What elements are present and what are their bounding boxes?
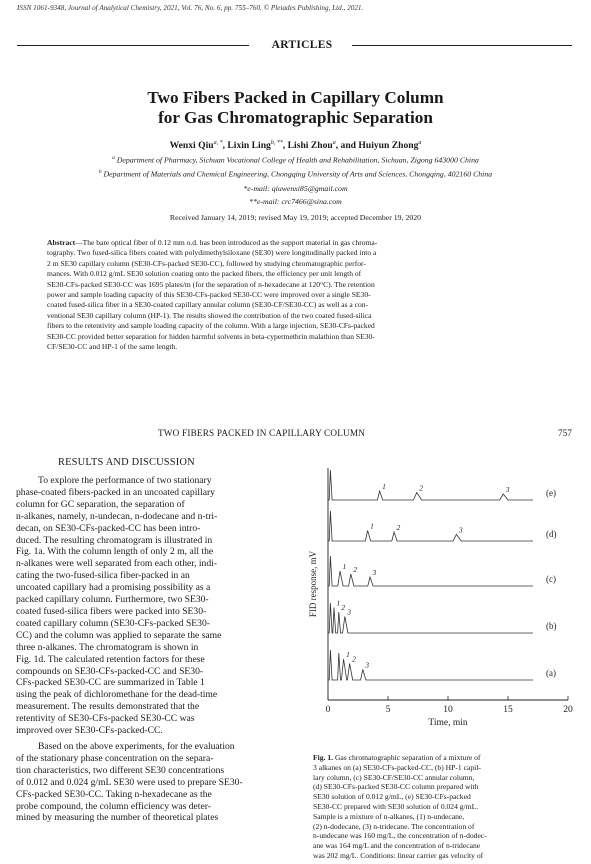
- body-line: column for GC separation, the separation of: [16, 498, 185, 510]
- peak-label: 1: [382, 482, 386, 491]
- body-line: retentivity of SE30-CFs-packed SE30-CC was: [16, 713, 195, 725]
- affiliation-a: [10, 155, 581, 165]
- y-axis-label: FID response, mV: [308, 550, 318, 618]
- paragraph-1: [16, 475, 294, 737]
- peak-label: 2: [353, 565, 358, 574]
- peak-label: 3: [372, 568, 377, 577]
- author-name: Lixin Ling: [227, 140, 271, 152]
- chromatogram-trace: [328, 650, 533, 680]
- peak-label: 1: [370, 521, 374, 531]
- body-line: tion characteristics, two different SE30 concentrations: [16, 764, 225, 776]
- x-axis-label: Time, min: [428, 718, 468, 728]
- affiliation-mark: a: [112, 155, 115, 161]
- caption-line: ane was 164 mg/L and the concentration of n-tridecane: [313, 841, 481, 851]
- peak-label: 1: [346, 650, 350, 659]
- abstract-line: Abstract—The bare optical fiber of 0.12 mm o.d. has been introduced as the support material in gas chroma-: [47, 238, 378, 247]
- article-title: [60, 88, 531, 128]
- chart-root: [308, 468, 573, 728]
- email-2: **e-mail: crc7466@sina.com: [249, 197, 342, 206]
- abstract-line: 2 m SE30 capillary column (SE30-CFs-packed SE30-CC), followed by studying chromatographic perfor-: [47, 258, 366, 268]
- body-line: decan, on SE30-CFs-packed-CC has been intro-: [16, 522, 201, 534]
- caption-line: was 202 mg/L. Conditions: linear carrier gas velocity of: [313, 850, 484, 860]
- caption-line: lary column, (c) SE30-CF/SE30-CC annular column,: [313, 772, 475, 782]
- series-label: (a): [546, 668, 556, 678]
- received-dates: Received January 14, 2019; revised May 19, 2019; accepted December 19, 2020: [169, 213, 422, 222]
- body-line: measurement. The results demonstrated that the: [16, 701, 200, 713]
- affiliation-text: Department of Materials and Chemical Engineering, Chongqing University of Arts and Sciences, Chongqing, 402160 China: [103, 169, 493, 179]
- peak-label: 1: [336, 598, 341, 608]
- paragraph-1-lines: [16, 475, 294, 737]
- author-mark: b, **: [270, 140, 283, 146]
- body-line: CFs-packed SE30-CC. Taking n-hexadecane as the: [16, 788, 212, 800]
- figure-caption: [313, 753, 575, 861]
- chromatogram-trace: [328, 603, 533, 633]
- caption-line: (d) SE30-CFs-packed SE30-CC column prepared with: [313, 782, 479, 792]
- body-line: of 0.012 and 0.024 g/mL SE30 were used to prepare SE30-: [16, 776, 243, 788]
- peak-label: 2: [341, 603, 346, 612]
- author-mark: a: [418, 140, 422, 146]
- abstract-line: SE30-CFs-packed SE30-CC was 1695 plates/m (for the separation of n-hexadecane at 120°C). The retention: [47, 279, 375, 289]
- body-line: To explore the performance of two stationary: [38, 475, 212, 486]
- running-head: TWO FIBERS PACKED IN CAPILLARY COLUMN: [158, 428, 366, 438]
- peak-label: 1: [342, 562, 347, 571]
- chromatogram-trace: [328, 511, 533, 541]
- body-line: CC) and the column was applied to separate the same: [16, 629, 222, 641]
- section-rule-right: [352, 45, 572, 46]
- abstract-line: fibers to the retentivity and sample loading capacity of the column. With a large injection, SE30-CFs-packed: [47, 321, 375, 331]
- caption-line: Sample is a mixture of n-alkanes, (1) n-undecane,: [313, 811, 465, 821]
- section-heading: RESULTS AND DISCUSSION: [58, 457, 195, 468]
- x-tick-label: 5: [385, 705, 391, 715]
- x-tick-label: 15: [503, 705, 513, 715]
- series-label: (c): [546, 574, 556, 584]
- body-line: n-alkanes, namely, n-undecan, n-dodecane and n-tri-: [16, 510, 218, 522]
- affiliation-b: [10, 169, 581, 179]
- body-line: three n-alkanes. The chromatogram is shown in: [16, 641, 199, 653]
- chromatogram-figure: [300, 458, 585, 750]
- body-line: mined by measuring the number of theoretical plates: [16, 812, 219, 824]
- peak-label: 3: [458, 525, 463, 535]
- body-line: coated capillary column (SE30-CFs-packed SE30-: [16, 617, 210, 629]
- caption-line: (2) n-dodecane, (3) n-tridecane. The concentration of: [313, 821, 475, 831]
- caption-line: SE30 solution of 0.012 g/mL, (e) SE30-CFs-packed: [313, 792, 471, 802]
- abstract-line: SE30-CC provided better separation for hidden harmful solvents in beta-cypermethrin malathion than SE30-: [47, 331, 375, 341]
- caption-line: SE30-CC prepared with SE30 solution of 0.024 g/mL.: [313, 801, 479, 811]
- body-line: Based on the above experiments, for the evaluation: [38, 741, 235, 752]
- author-list: Wenxi Qiu$^{a, *}$, Lixin Ling$^{b, **}$, Lishi Zhou$^a$, and Huiyun Zhong$^a$: [169, 140, 422, 152]
- peak-label: 3: [505, 485, 510, 494]
- paragraph-2: [16, 741, 294, 824]
- abstract-line: ventional SE30 capillary column (HP-1). The results showed the contribution of the two coated fused-silica: [47, 310, 372, 320]
- x-tick-label: 0: [325, 705, 331, 715]
- series-label: (d): [546, 529, 557, 539]
- body-line: compounds on SE30-CFs-packed-CC and SE30-: [16, 665, 204, 677]
- section-rule-left: [17, 45, 249, 46]
- body-line: CFs-packed SE30-CC are summarized in Table 1: [16, 677, 205, 689]
- body-line: improved over SE30-CFs-packed-CC.: [16, 725, 163, 737]
- peak-label: 3: [347, 607, 352, 617]
- body-line: coated fused-silica fibers were packed into SE30-: [16, 605, 207, 617]
- body-line: phase-coated fibers-packed in an uncoated capillary: [16, 486, 215, 498]
- abstract-line: coated fused-silica fiber in a SE30-coated capillary annular column (SE30-CF/SE30-CC) as well as a con-: [47, 300, 369, 310]
- body-line: probe compound, the column efficiency was deter-: [16, 800, 211, 812]
- abstract-line: tography. Two fused-silica fibers coated with polydimethylsiloxane (SE30) were longitudinally packed into a: [47, 248, 377, 258]
- peak-label: 2: [352, 654, 356, 664]
- body-line: uncoated capillary had a promising possibility as a: [16, 582, 211, 594]
- abstract: [47, 238, 557, 352]
- email-1: *e-mail: qiuwenxi85@gmail.com: [243, 184, 348, 193]
- peak-label: 2: [419, 483, 424, 493]
- abstract-line: power and sample loading capacity of this SE30-CFs-packed SE30-CC were improved over a single SE30-: [47, 290, 371, 300]
- caption-label: Fig. 1.: [313, 753, 334, 762]
- title-line-1: Two Fibers Packed in Capillary Column: [147, 88, 444, 107]
- section-label: ARTICLES: [271, 39, 333, 51]
- x-tick-label: 10: [443, 705, 453, 715]
- author-name: Huiyun Zhong: [358, 140, 419, 152]
- series-label: (e): [546, 488, 556, 498]
- author-mark: a, *: [213, 140, 223, 146]
- x-tick-label: 20: [563, 705, 573, 715]
- author-mark: a: [332, 140, 336, 146]
- body-line: of the stationary phase concentration on the separa-: [16, 752, 214, 764]
- caption-line: Fig. 1. Gas chromatographic separation of a mixture of: [313, 753, 481, 762]
- peak-label: 2: [396, 523, 401, 532]
- abstract-line: CF/SE30-CC and HP-1 of the same length.: [47, 342, 178, 352]
- body-line: using the peak of dichloromethane for the dead-time: [16, 689, 218, 701]
- body-line: Fig. 1a. With the column length of only 2 m, all the: [16, 546, 214, 558]
- author-name: Wenxi Qiu: [169, 140, 214, 152]
- peak-label: 3: [365, 660, 370, 670]
- abstract-line: mances. With 0.012 g/mL SE30 solution coating onto the packed fibers, the efficiency per unit length of: [47, 269, 362, 279]
- body-line: duced. The resulting chromatogram is illustrated in: [16, 534, 213, 546]
- paragraph-2-lines: [16, 741, 294, 824]
- body-line: cating the two-fused-silica fiber-packed in an: [16, 570, 190, 582]
- page-number: 757: [558, 428, 572, 438]
- caption-line: n-undecane was 160 mg/L, the concentration of n-dodec-: [313, 831, 487, 841]
- chromatogram-trace: [328, 556, 533, 586]
- abstract-label: Abstract: [47, 238, 76, 247]
- body-line: packed capillary column. Furthermore, two SE30-: [16, 594, 209, 606]
- series-label: (b): [546, 621, 557, 631]
- affiliation-mark: b: [98, 169, 102, 175]
- author-name: Lishi Zhou: [287, 140, 333, 152]
- chromatogram-trace: [328, 470, 533, 500]
- body-line: Fig. 1d. The calculated retention factors for these: [16, 653, 205, 665]
- caption-line: 3 alkanes on (a) SE30-CFs-packed-CC, (b) HP-1 capil-: [313, 762, 481, 772]
- title-line-2: for Gas Chromatographic Separation: [158, 108, 433, 127]
- affiliation-text: Department of Pharmacy, Sichuan Vocational College of Health and Rehabilitation, Sichuan, Zigong 643000 China: [116, 155, 479, 165]
- body-line: n-alkanes were well separated from each other, indi-: [16, 558, 217, 570]
- journal-header: ISSN 1061-9348, Journal of Analytical Chemistry, 2021, Vol. 76, No. 6, pp. 755–760. © Pleiades Publishing, Ltd., 2021.: [17, 4, 364, 12]
